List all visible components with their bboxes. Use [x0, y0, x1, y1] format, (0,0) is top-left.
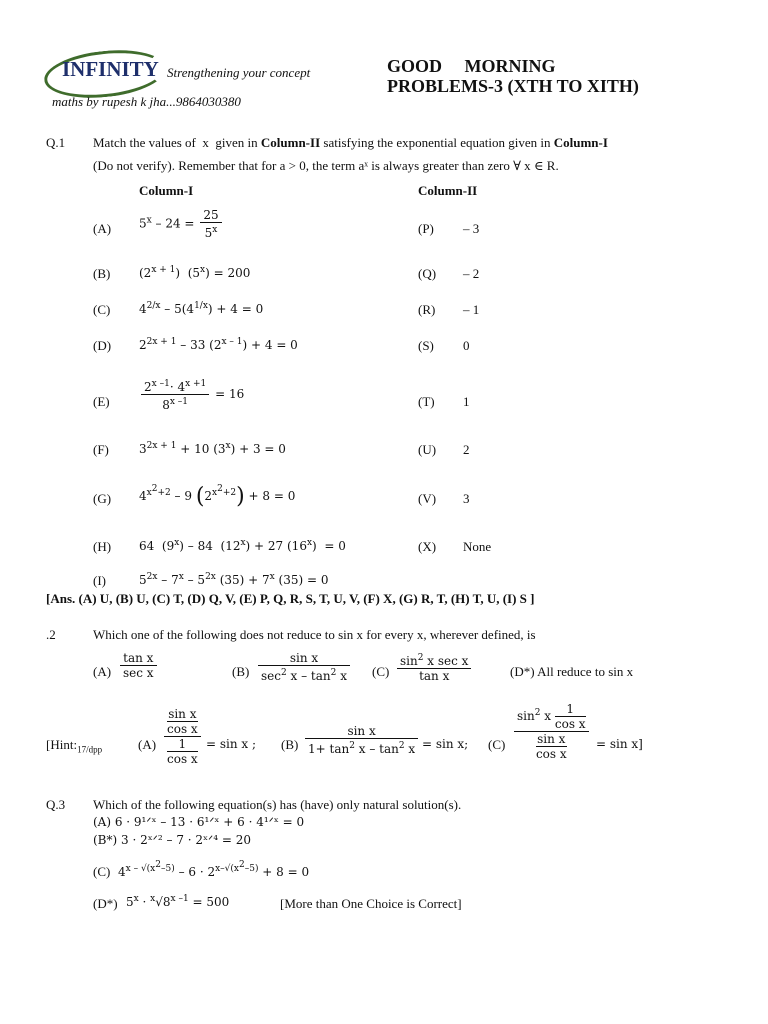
answer-value: 3	[463, 491, 470, 506]
answer-code: (R)	[418, 302, 436, 317]
q2-option-c-label: (C)	[372, 664, 390, 679]
q2-option-c-expr	[395, 651, 473, 683]
q1-text-part: Match the values of x given in	[93, 135, 261, 150]
answer-code: (P)	[418, 221, 434, 236]
q2-number: .2	[46, 627, 56, 642]
answer-code: (U)	[418, 442, 437, 457]
q1-text-line2: (Do not verify). Remember that for a > 0, the term aˣ is always greater than zero ∀ x ∈ R.	[93, 158, 559, 173]
equation-a: 5$^x$ – 24 = $\frac{25}{5^x}$	[139, 208, 224, 240]
answer-code: (T)	[418, 394, 435, 409]
q1-text-line1	[93, 135, 608, 151]
fraction: $\sin^2 x$ $\frac{1}{\text{cos x}}$ $\frac{\text{sin x}}{\text{cos x}}$	[514, 702, 589, 761]
q3-option-c-expr: $4^{x - √(x^2-5)} - 6 \cdot 2^{x-√(x^2-5)} + 8 = 0$	[118, 860, 310, 879]
page-title-line1: GOOD MORNING	[387, 56, 556, 76]
fraction: $\frac{25}{5^x}$	[200, 208, 221, 240]
fraction: $\frac{2^{x -1}\cdot 4^{x +1}}{8^{x -1}}$	[141, 377, 209, 412]
q2-option-b-expr	[256, 651, 352, 683]
answer-value: 0	[463, 338, 470, 353]
fraction: $\frac{\sin^2 x \sec x}{\text{tan x}}$	[397, 651, 471, 683]
row-label: (I)	[93, 573, 106, 588]
equation-i: $5^{2x} - 7^x - 5^{2x}$ $(35) + 7^x$ (35) = 0	[139, 572, 329, 587]
answer-code: (Q)	[418, 266, 437, 281]
equation-c: $4^{2/x} - 5(4^{1/x}) + 4 = 0$	[139, 301, 264, 316]
equation-b: $(2^{x + 1}) (5^x) = 200$	[139, 265, 251, 280]
answer-code: (X)	[418, 539, 437, 554]
column1-header: Column-I	[139, 183, 194, 198]
page-title-line2: PROBLEMS-3 (XTH TO XITH)	[387, 76, 639, 96]
row-label: (A)	[93, 221, 112, 236]
row-label: (B)	[93, 266, 111, 281]
hint-a-expr	[162, 707, 203, 766]
equation-f: $3^{2x + 1} + 10$ $(3^x) + 3 = 0$	[139, 441, 286, 456]
row-label: (G)	[93, 491, 112, 506]
hint-a-label: (A)	[138, 737, 157, 752]
answer-value: – 2	[463, 266, 480, 281]
answer-value: – 1	[463, 302, 480, 317]
fraction: $\frac{\text{tan x}}{\text{sec x}}$	[120, 651, 157, 680]
hint-label	[46, 737, 102, 755]
q3-option-d-label: (D*)	[93, 896, 118, 911]
q3-option-b: (B*) 3 · 2ˣᐟ² – 7 · 2ˣᐟ⁴ = 20	[93, 833, 251, 847]
answer-code: (S)	[418, 338, 434, 353]
hint-text: [Hint:	[46, 737, 78, 752]
equation-e: $\frac{2^{x -1}\cdot 4^{x +1}}{8^{x -1}}$ = 16	[139, 377, 244, 412]
column2-header: Column-II	[418, 183, 478, 198]
q3-note: [More than One Choice is Correct]	[280, 896, 462, 911]
hint-b-label: (B)	[281, 737, 299, 752]
fraction: $\frac{\text{sin x}}{\sec^2 x - \tan^2 x}$	[258, 651, 350, 683]
hint-subscript: 17/dpp	[77, 744, 103, 755]
q3-option-a: (A) 6 · 9¹ᐟˣ – 13 · 6¹ᐟˣ + 6 · 4¹ᐟˣ = 0	[93, 815, 305, 829]
equation-h: 64 (9$^x$) – 84 $(12^x) + 27$ (16$^x$) = 0	[139, 538, 346, 553]
answer-value: None	[463, 539, 492, 554]
q3-text: Which of the following equation(s) has (have) only natural solution(s).	[93, 797, 462, 812]
q1-answer: [Ans. (A) U, (B) U, (C) T, (D) Q, V, (E) P, Q, R, S, T, U, V, (F) X, (G) R, T, (H) T, U, (I) S ]	[46, 591, 535, 606]
q3-number: Q.3	[46, 797, 66, 812]
hint-c-result: = sin x]	[596, 737, 643, 751]
answer-value: 2	[463, 442, 470, 457]
author-line: maths by rupesh k jha...9864030380	[52, 94, 241, 109]
equation-d: $2^{2x + 1} - 33$ $(2^{x - 1}) + 4 = 0$	[139, 337, 298, 352]
answer-value: 1	[463, 394, 470, 409]
q2-option-b-label: (B)	[232, 664, 250, 679]
fraction: $\frac{\text{sin x}}{1+ \tan^2 x - \tan^2 x}$	[305, 724, 418, 756]
equation-g: $4^{x^2+2} - 9$ $(2^{x^2+2}) + 8 = 0$	[139, 484, 296, 509]
q2-option-d: (D*) All reduce to sin x	[510, 664, 634, 679]
answer-value: – 3	[463, 221, 480, 236]
hint-c-expr	[512, 702, 591, 761]
q1-text-part: satisfying the exponential equation given in	[320, 135, 554, 150]
hint-a-result: = sin x ;	[206, 737, 257, 751]
hint-b-result: = sin x;	[422, 737, 469, 751]
answer-code: (V)	[418, 491, 437, 506]
row-label: (F)	[93, 442, 109, 457]
q2-option-a-expr	[118, 651, 159, 680]
row-label: (D)	[93, 338, 112, 353]
row-label: (E)	[93, 394, 110, 409]
q3-option-c-label: (C)	[93, 864, 111, 879]
q1-number: Q.1	[46, 135, 66, 150]
logo-text: INFINITY	[62, 57, 159, 81]
q2-option-a-label: (A)	[93, 664, 112, 679]
q2-text: Which one of the following does not reduce to sin x for every x, wherever defined, is	[93, 627, 536, 642]
hint-b-expr	[303, 724, 420, 756]
fraction: $\frac{\frac{\text{sin x}}{\text{cos x}}}{\frac{1}{\text{cos x}}}$	[164, 707, 201, 766]
q3-option-d-expr: $5^x \cdot ^x√8^{x -1} = 500$	[126, 894, 230, 909]
row-label: (C)	[93, 302, 111, 317]
hint-c-label: (C)	[488, 737, 506, 752]
q1-column2-ref: Column-II	[260, 135, 321, 150]
q1-column1-ref: Column-I	[553, 135, 608, 150]
tagline: Strengthening your concept	[167, 65, 311, 80]
row-label: (H)	[93, 539, 112, 554]
